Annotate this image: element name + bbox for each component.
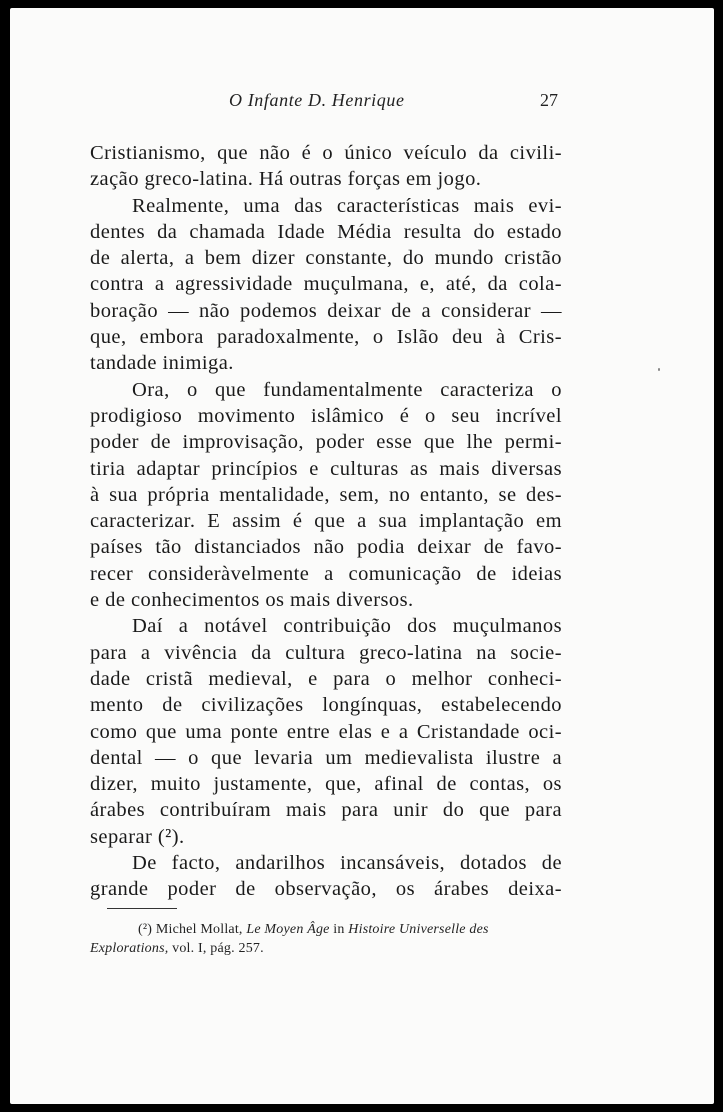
footnote-series-title-cont: Explorations, [90,941,169,956]
text-line: como que uma ponte entre elas e a Cristandade oci- [90,720,562,743]
text-line: dentes da chamada Idade Média resulta do estado [90,220,562,243]
footnote [90,920,566,958]
footnote-volume-page: vol. I, pág. 257. [172,941,264,956]
text-line: e de conhecimentos os mais diversos. [90,589,414,612]
footnote-divider [107,908,177,909]
footnote-line [90,939,566,958]
text-line: prodigioso movimento islâmico é o seu incrível [90,404,562,427]
text-line: árabes contribuíram mais para unir do que para [90,799,562,822]
text-line: para a vivência da cultura greco-latina na socie- [90,641,562,664]
footnote-author: Michel Mollat, [155,922,243,937]
text-line: recer consideràvelmente a comunicação de ideias [90,562,562,585]
text-line: que, embora paradoxalmente, o Islão deu à Cris- [90,326,562,349]
page-header [10,90,714,114]
text-line: contra a agressividade muçulmana, e, até, da cola- [90,273,562,296]
text-line: Ora, o que fundamentalmente caracteriza o [132,378,562,401]
text-line: Cristianismo, que não é o único veículo da civili- [90,142,562,164]
paper-speck [658,368,660,371]
text-line: zação greco-latina. Há outras forças em jogo. [90,168,482,191]
text-line: caracterizar. E assim é que a sua implantação em [90,510,562,533]
text-line: grande poder de observação, os árabes deixa- [90,878,562,901]
book-page [10,8,714,1104]
running-title: O Infante D. Henrique [229,90,405,110]
text-line: poder de improvisação, poder esse que lhe permi- [90,431,562,454]
text-line: dade cristã medieval, e para o melhor conheci- [90,667,562,690]
text-line: mento de civilizações longínquas, estabelecendo [90,694,562,717]
text-line: tandade inimiga. [90,352,234,375]
text-line: De facto, andarilhos incansáveis, dotados de [132,852,562,875]
text-line: Realmente, uma das características mais evi- [132,194,562,217]
page-number: 27 [540,90,558,110]
footnote-work-title: Le Moyen Âge [246,922,330,937]
body-text [90,140,562,903]
text-line: boração — não podemos deixar de a considerar — [90,299,562,322]
footnote-line [90,920,566,939]
footnote-marker: (²) [138,922,153,937]
text-line: de alerta, a bem dizer constante, do mundo cristão [90,247,562,270]
text-line: à sua própria mentalidade, sem, no entanto, se des- [90,483,562,506]
text-line: dizer, muito justamente, que, afinal de contas, os [90,773,562,796]
text-line: separar (²). [90,825,185,848]
text-line: tiria adaptar princípios e culturas as mais diversas [90,457,562,480]
text-line: Daí a notável contribuição dos muçulmanos [132,615,562,638]
footnote-in: in [333,922,345,937]
text-line: dental — o que levaria um medievalista ilustre a [90,746,562,769]
text-line: países tão distanciados não podia deixar de favo- [90,536,562,559]
footnote-series-title: Histoire Universelle des [348,922,489,937]
